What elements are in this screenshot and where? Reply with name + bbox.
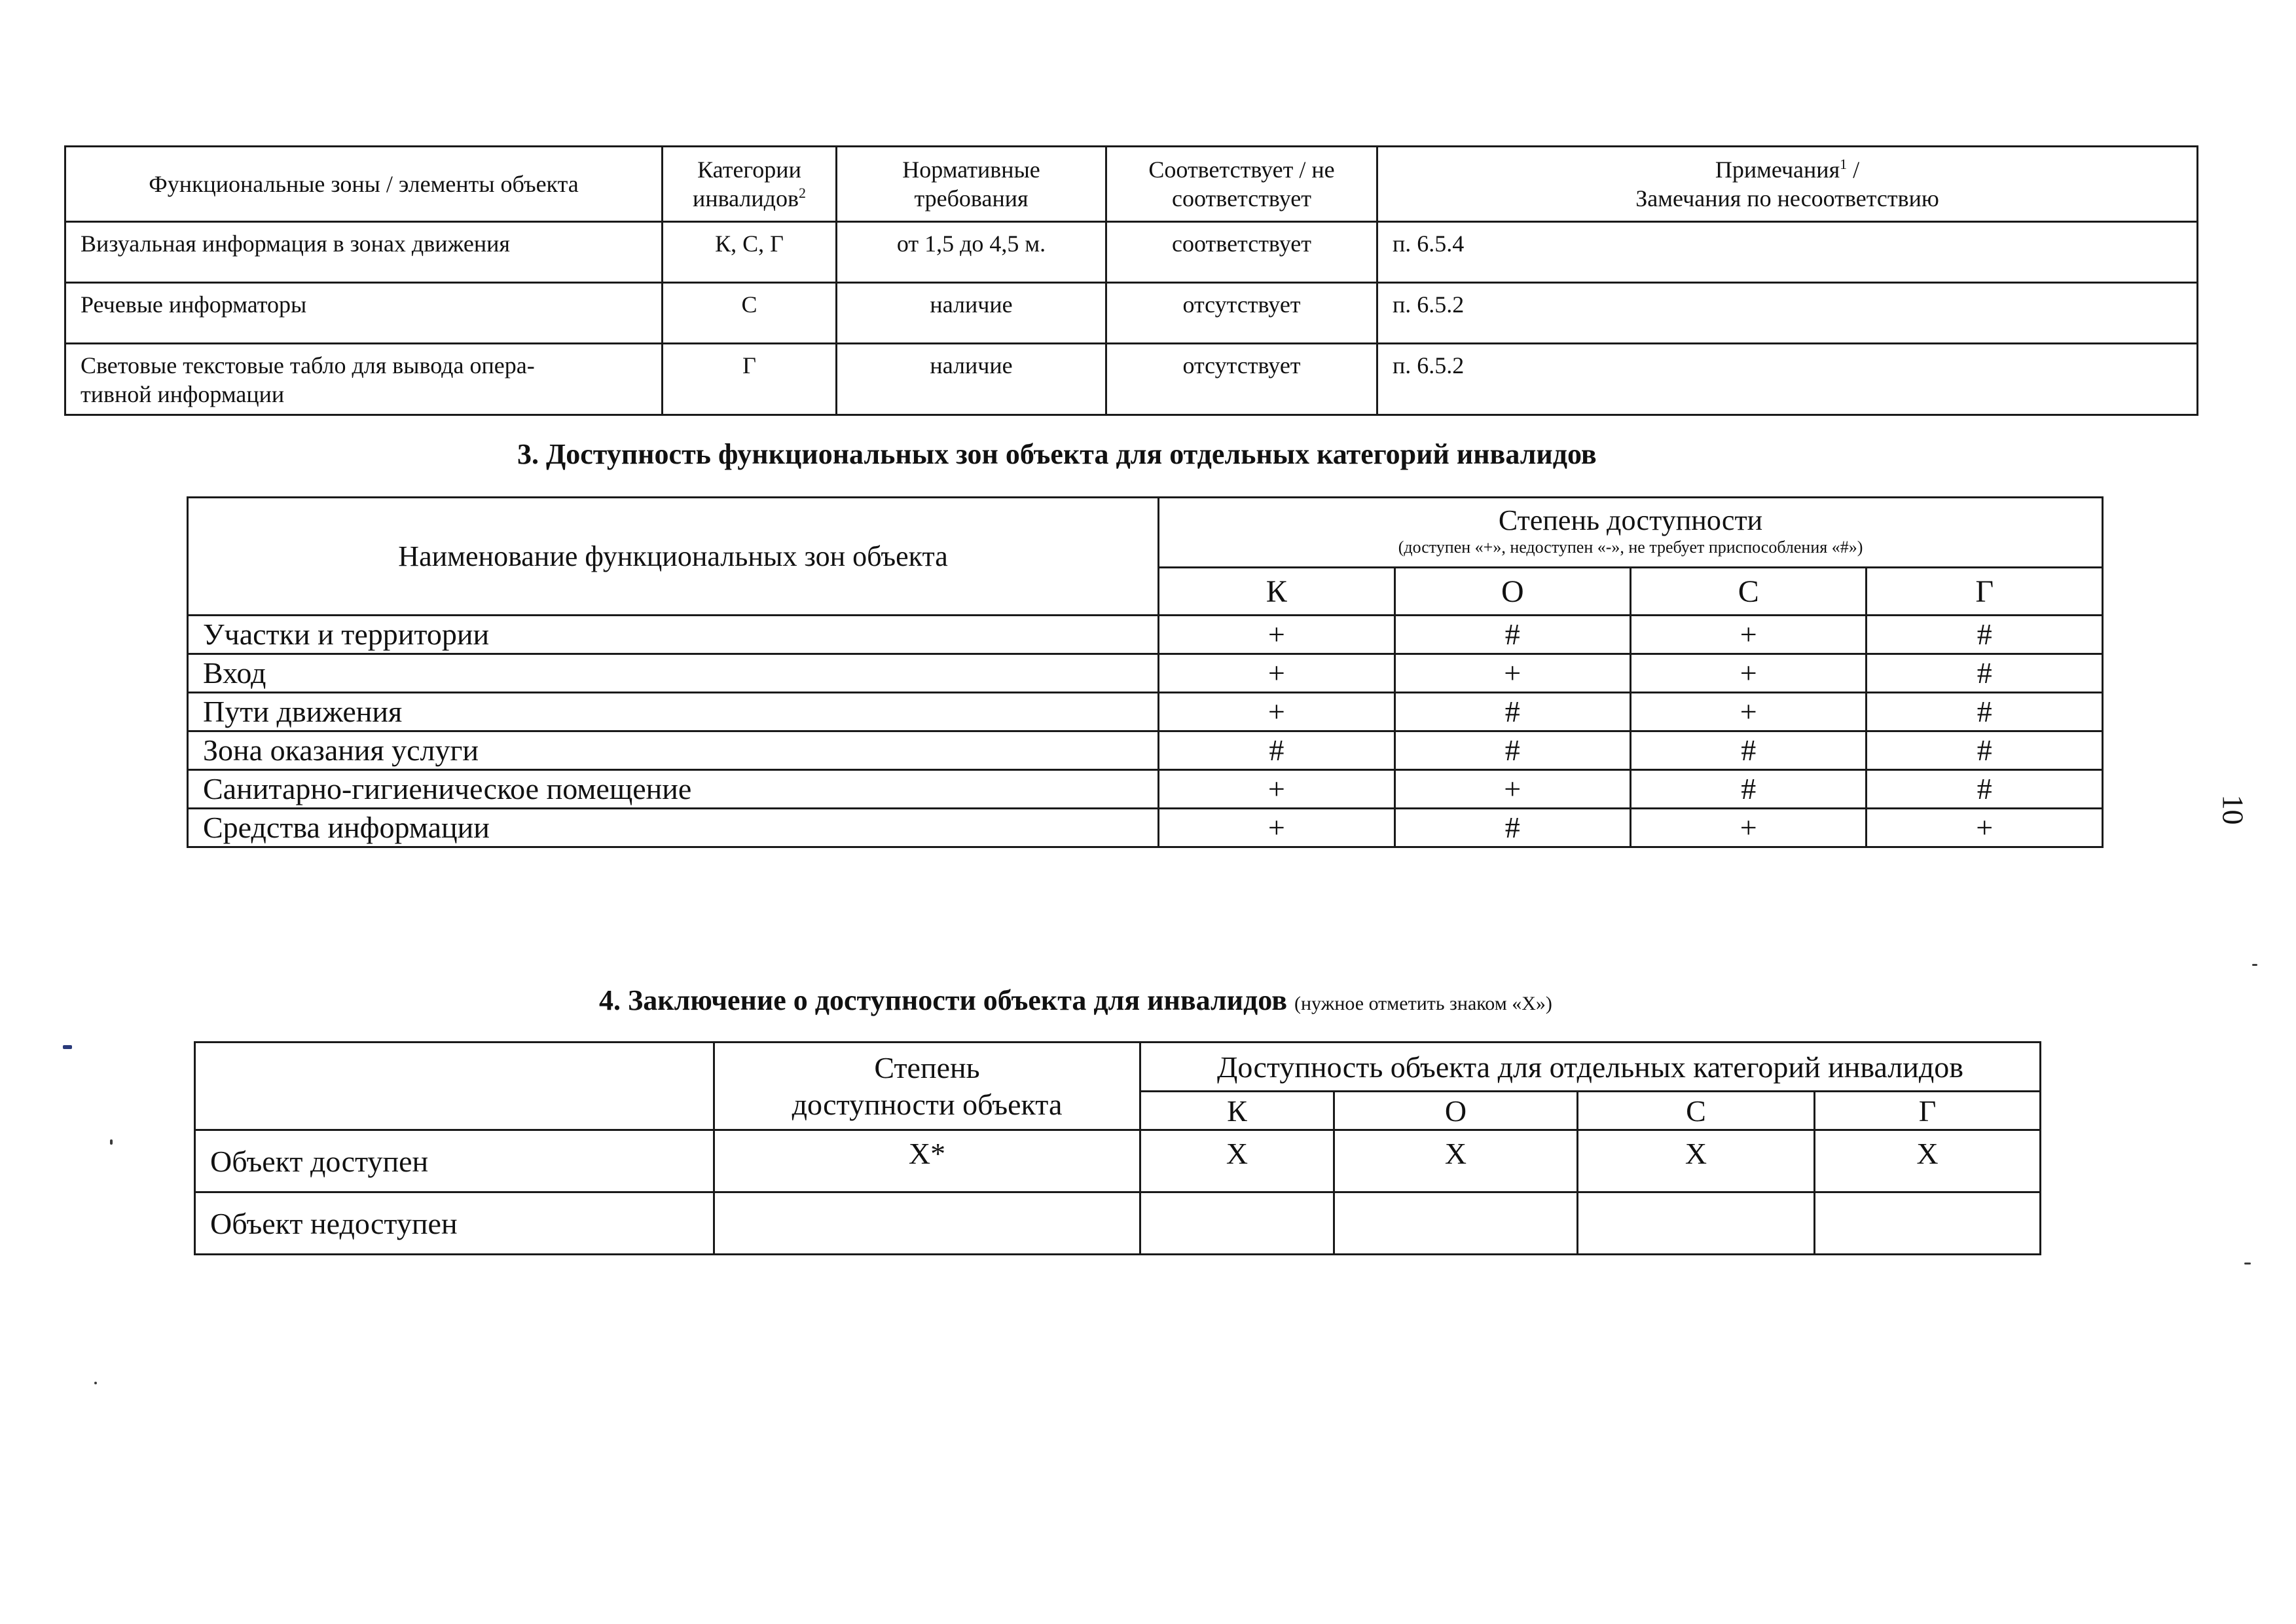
element-line1: Световые текстовые табло для вывода опера- xyxy=(81,352,535,378)
status-cell: соответствует xyxy=(1106,222,1377,283)
value-cell: # xyxy=(1394,731,1630,770)
degree-legend: (доступен «+», недоступен «-», не требует приспособления «#») xyxy=(1398,538,1863,557)
conclusion-header-row xyxy=(195,1043,2041,1092)
mark-cell xyxy=(1140,1192,1334,1255)
row-label: Объект доступен xyxy=(195,1130,714,1192)
footnote-mark: 1 xyxy=(1840,156,1848,172)
status-cell: отсутствует xyxy=(1106,344,1377,415)
header-compliance xyxy=(1106,147,1377,222)
header-requirements-line1: Нормативные xyxy=(902,157,1040,183)
value-cell: # xyxy=(1394,809,1630,847)
element-cell xyxy=(65,344,663,415)
mark-cell xyxy=(1815,1192,2041,1255)
categories-header: Доступность объекта для отдельных категорий инвалидов xyxy=(1140,1043,2041,1092)
header-notes-line2: Замечания по несоответствию xyxy=(1635,185,1939,212)
page-number: 10 xyxy=(2216,794,2250,825)
value-cell: # xyxy=(1867,693,2103,731)
table-row xyxy=(188,809,2103,847)
categories-cell: К, С, Г xyxy=(663,222,837,283)
value-cell: # xyxy=(1631,731,1867,770)
zone-name: Средства информации xyxy=(188,809,1159,847)
value-cell: # xyxy=(1159,731,1394,770)
value-cell: # xyxy=(1867,731,2103,770)
value-cell: + xyxy=(1631,654,1867,693)
degree-cell: Х* xyxy=(714,1130,1140,1192)
column-g: Г xyxy=(1815,1092,2041,1130)
zone-header: Наименование функциональных зон объекта xyxy=(188,498,1159,616)
degree-header-title: Степень доступности xyxy=(1498,504,1763,536)
column-o: О xyxy=(1334,1092,1578,1130)
mark-cell xyxy=(1578,1192,1815,1255)
value-cell: + xyxy=(1631,616,1867,654)
degree-header-line2: доступности объекта xyxy=(792,1087,1063,1121)
header-elements: Функциональные зоны / элементы объекта xyxy=(65,147,663,222)
table-row xyxy=(188,693,2103,731)
table-row xyxy=(188,731,2103,770)
column-s: С xyxy=(1578,1092,1815,1130)
scan-speck xyxy=(2252,964,2257,966)
table-row xyxy=(188,654,2103,693)
mark-cell: Х xyxy=(1815,1130,2041,1192)
empty-header-cell xyxy=(195,1043,714,1130)
table-row xyxy=(65,222,2198,283)
value-cell: + xyxy=(1159,654,1394,693)
header-notes-slash: / xyxy=(1847,157,1860,183)
elements-table-header-row xyxy=(65,147,2198,222)
mark-cell: Х xyxy=(1578,1130,1815,1192)
value-cell: # xyxy=(1394,616,1630,654)
header-notes xyxy=(1377,147,2198,222)
value-cell: # xyxy=(1631,770,1867,809)
header-notes-line1: Примечания xyxy=(1715,157,1840,183)
categories-cell: Г xyxy=(663,344,837,415)
table-row xyxy=(188,616,2103,654)
elements-table xyxy=(64,145,2198,416)
mark-cell xyxy=(1334,1192,1578,1255)
column-k: К xyxy=(1140,1092,1334,1130)
element-line2: тивной информации xyxy=(81,381,285,407)
note-cell: п. 6.5.4 xyxy=(1377,222,2198,283)
zones-accessibility-table xyxy=(187,496,2104,848)
table-row xyxy=(65,344,2198,415)
degree-cell xyxy=(714,1192,1140,1255)
value-cell: + xyxy=(1394,770,1630,809)
value-cell: # xyxy=(1867,616,2103,654)
scan-speck xyxy=(110,1139,113,1145)
value-cell: + xyxy=(1631,693,1867,731)
value-cell: + xyxy=(1159,809,1394,847)
element-cell: Визуальная информация в зонах движения xyxy=(65,222,663,283)
degree-header xyxy=(1159,498,2103,568)
header-compliance-line1: Соответствует / не xyxy=(1148,157,1335,183)
mark-cell: Х xyxy=(1140,1130,1334,1192)
value-cell: + xyxy=(1159,693,1394,731)
section3-title: 3. Доступность функциональных зон объекта для отдельных категорий инвалидов xyxy=(517,438,1597,470)
degree-header xyxy=(714,1043,1140,1130)
note-cell: п. 6.5.2 xyxy=(1377,283,2198,344)
value-cell: + xyxy=(1159,770,1394,809)
element-cell: Речевые информаторы xyxy=(65,283,663,344)
footnote-mark: 2 xyxy=(798,185,806,201)
header-requirements-line2: требования xyxy=(914,185,1029,212)
column-o: О xyxy=(1394,568,1630,616)
requirement-cell: наличие xyxy=(837,344,1106,415)
value-cell: # xyxy=(1394,693,1630,731)
scan-speck xyxy=(63,1045,72,1049)
conclusion-table xyxy=(194,1041,2041,1255)
status-cell: отсутствует xyxy=(1106,283,1377,344)
header-categories-line2: инвалидов xyxy=(693,185,799,212)
value-cell: # xyxy=(1867,654,2103,693)
scan-speck xyxy=(2244,1263,2251,1264)
zone-name: Санитарно-гигиеническое помещение xyxy=(188,770,1159,809)
table-row xyxy=(188,770,2103,809)
value-cell: + xyxy=(1394,654,1630,693)
table-row xyxy=(195,1192,2041,1255)
zone-name: Участки и территории xyxy=(188,616,1159,654)
degree-header-line1: Степень xyxy=(874,1050,980,1084)
mark-cell: Х xyxy=(1334,1130,1578,1192)
column-k: К xyxy=(1159,568,1394,616)
header-categories-line1: Категории xyxy=(697,157,801,183)
note-cell: п. 6.5.2 xyxy=(1377,344,2198,415)
value-cell: + xyxy=(1159,616,1394,654)
table-row xyxy=(195,1130,2041,1192)
row-label: Объект недоступен xyxy=(195,1192,714,1255)
zone-name: Зона оказания услуги xyxy=(188,731,1159,770)
table-row xyxy=(65,283,2198,344)
zones-header-row xyxy=(188,498,2103,568)
header-categories xyxy=(663,147,837,222)
column-g: Г xyxy=(1867,568,2103,616)
value-cell: + xyxy=(1631,809,1867,847)
section4-title-text: 4. Заключение о доступности объекта для инвалидов xyxy=(599,984,1287,1016)
section4-title xyxy=(599,984,1552,1017)
categories-cell: С xyxy=(663,283,837,344)
section4-title-note: (нужное отметить знаком «Х») xyxy=(1294,993,1552,1014)
zone-name: Вход xyxy=(188,654,1159,693)
zone-name: Пути движения xyxy=(188,693,1159,731)
scan-speck xyxy=(94,1382,97,1384)
column-s: С xyxy=(1631,568,1867,616)
value-cell: # xyxy=(1867,770,2103,809)
header-requirements xyxy=(837,147,1106,222)
requirement-cell: от 1,5 до 4,5 м. xyxy=(837,222,1106,283)
header-compliance-line2: соответствует xyxy=(1172,185,1311,212)
value-cell: + xyxy=(1867,809,2103,847)
requirement-cell: наличие xyxy=(837,283,1106,344)
